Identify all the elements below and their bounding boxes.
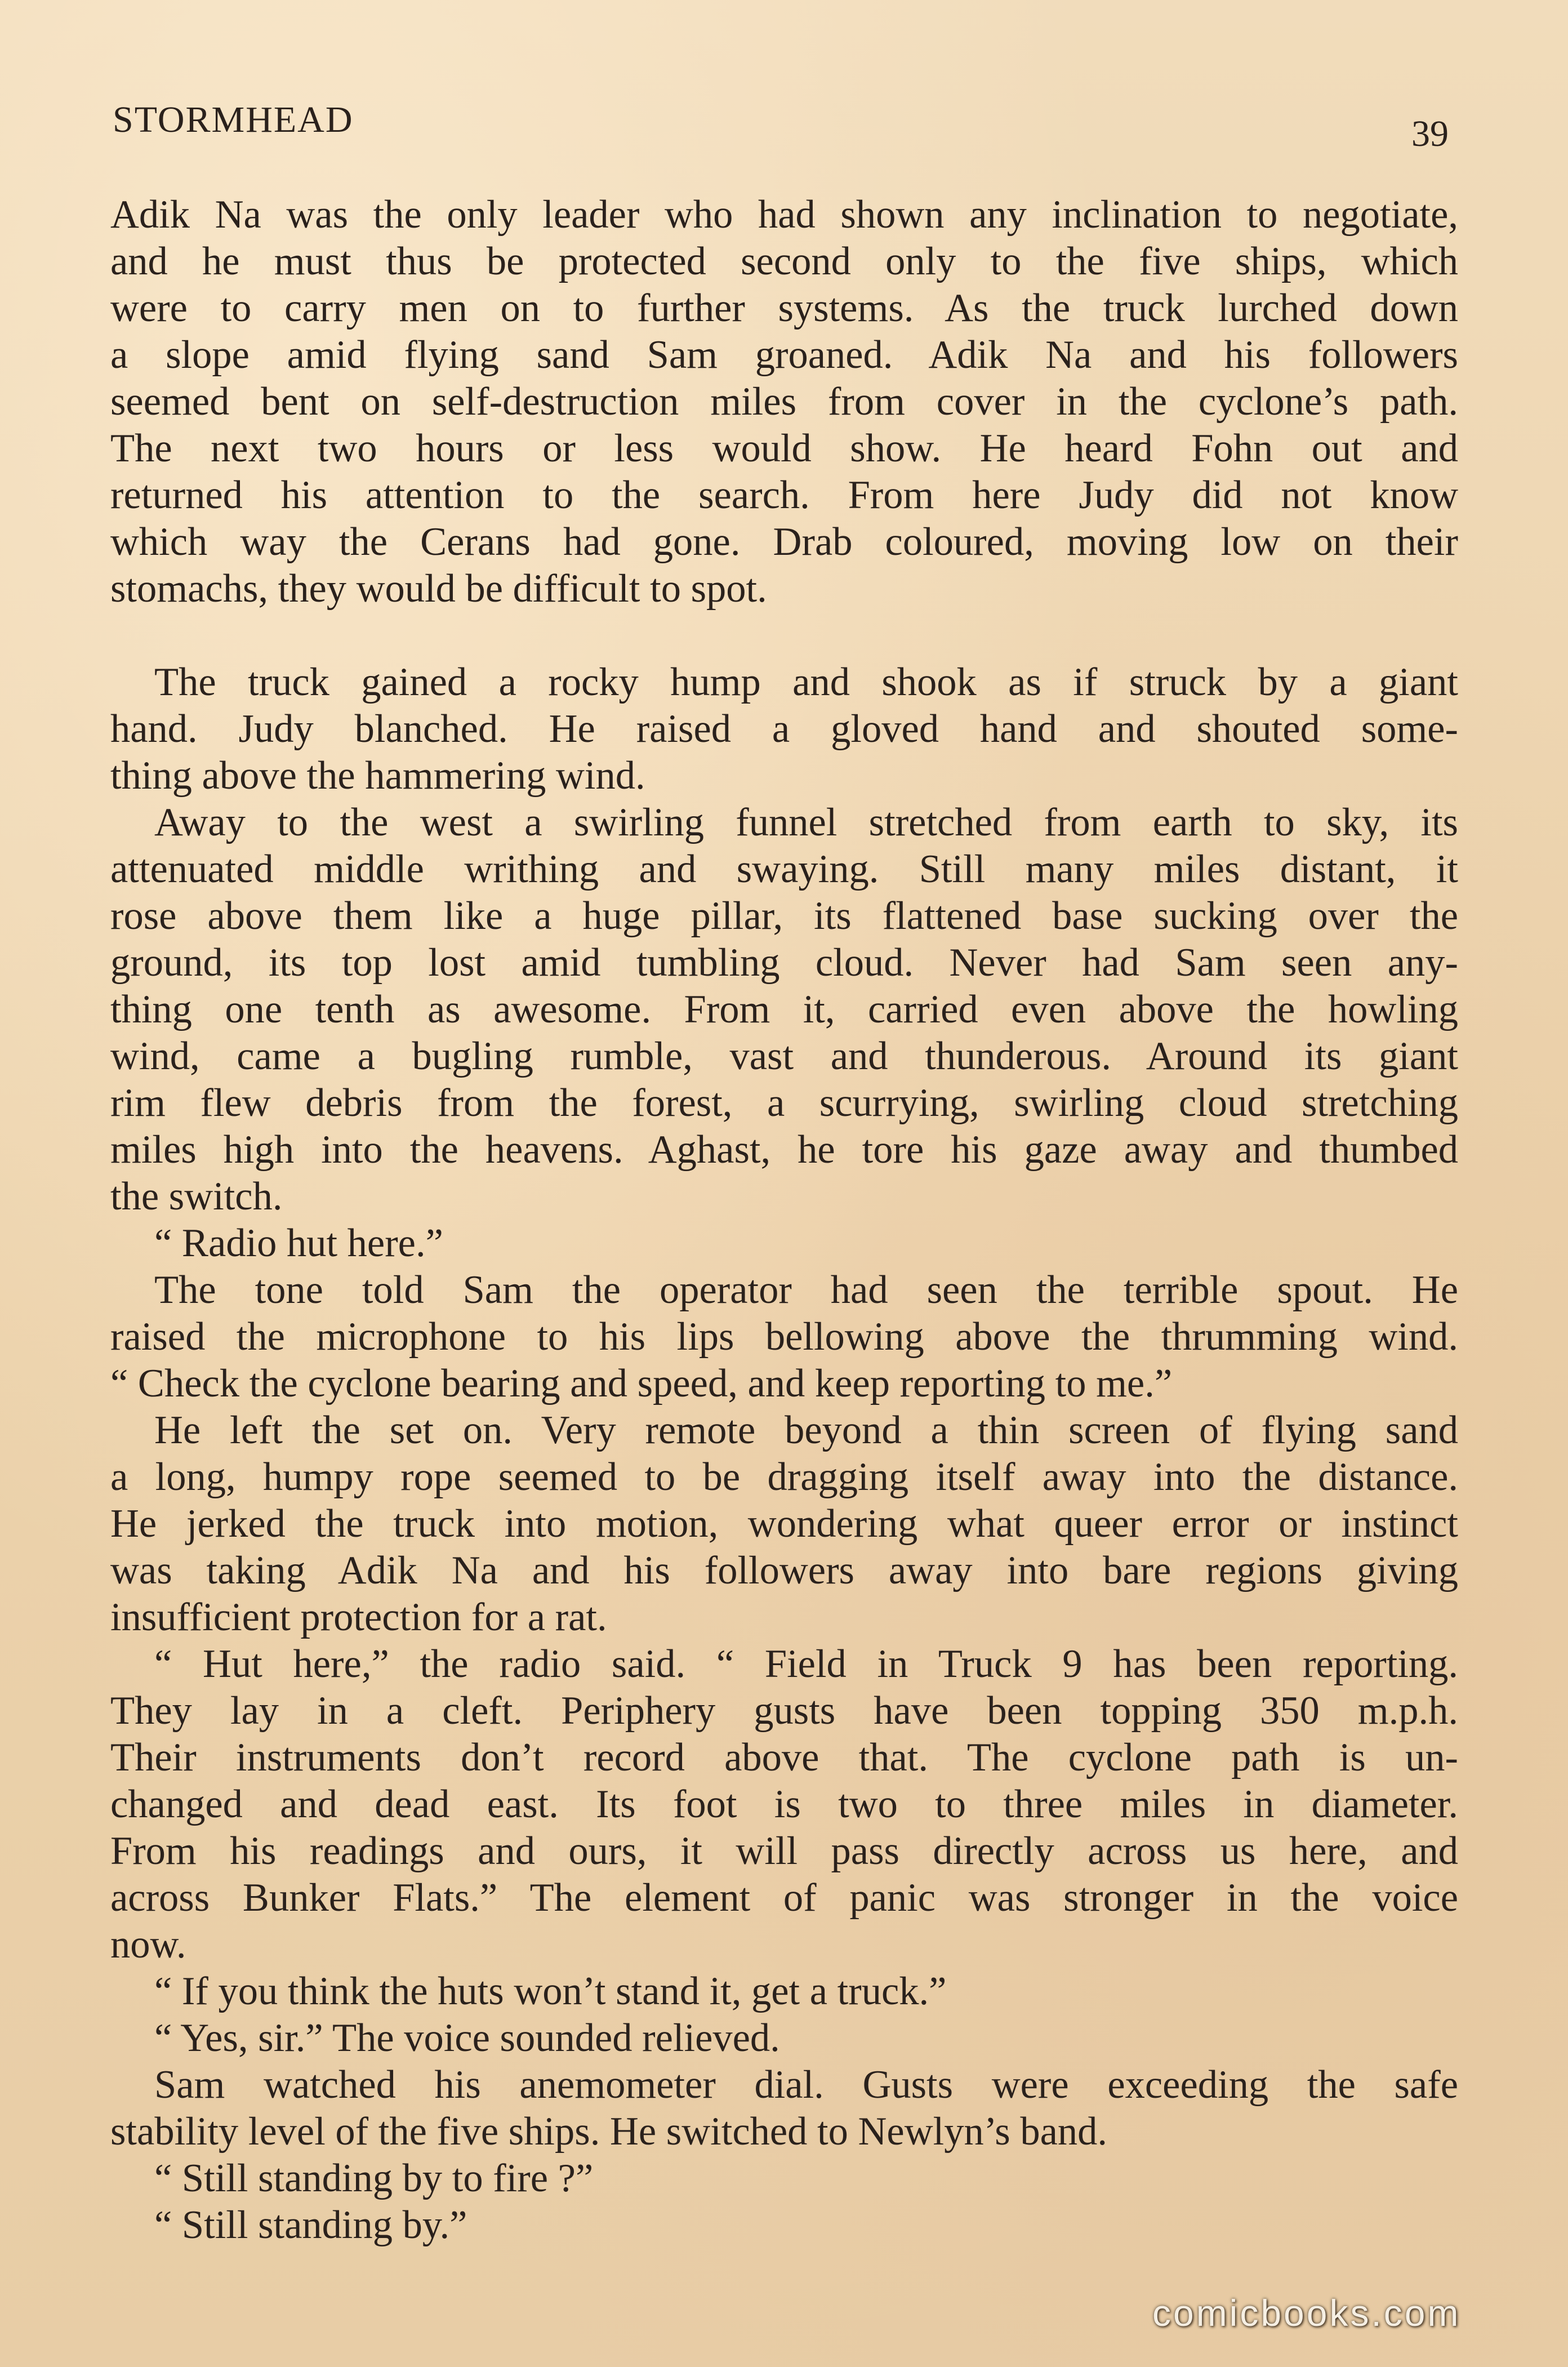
text-line: attenuated middle writhing and swaying. Still many miles distant, it — [110, 847, 1458, 891]
text-line: rose above them like a huge pillar, its flattened base sucking over the — [110, 894, 1458, 938]
text-line: seemed bent on self-destruction miles from cover in the cyclone’s path. — [110, 380, 1458, 424]
text-line: insufficient protection for a rat. — [110, 1595, 607, 1639]
text-line: “ Still standing by.” — [154, 2203, 467, 2247]
text-line: thing one tenth as awesome. From it, carried even above the howling — [110, 987, 1458, 1031]
text-line: stability level of the five ships. He switched to Newlyn’s band. — [110, 2110, 1108, 2154]
text-line: were to carry men on to further systems. As the truck lurched down — [110, 286, 1458, 330]
paragraph — [110, 1220, 1458, 1267]
text-line: Sam watched his anemometer dial. Gusts were exceeding the safe — [154, 2063, 1458, 2107]
page-number: 39 — [1411, 113, 1449, 154]
section-break — [110, 612, 1458, 659]
text-line: “ Check the cyclone bearing and speed, and keep reporting to me.” — [110, 1362, 1173, 1405]
paragraph — [110, 659, 1458, 799]
text-line: ground, its top lost amid tumbling cloud. Never had Sam seen any- — [110, 941, 1458, 985]
paragraph — [110, 2062, 1458, 2155]
text-line: “ Radio hut here.” — [154, 1221, 443, 1265]
text-line: a long, humpy rope seemed to be dragging itself away into the distance. — [110, 1455, 1458, 1499]
text-line: raised the microphone to his lips bellowing above the thrumming wind. — [110, 1315, 1458, 1359]
text-line: Away to the west a swirling funnel stretched from earth to sky, its — [154, 800, 1458, 844]
text-line: the switch. — [110, 1174, 283, 1218]
text-line: hand. Judy blanched. He raised a gloved hand and shouted some- — [110, 707, 1458, 751]
text-line: The truck gained a rocky hump and shook as if struck by a giant — [154, 660, 1458, 704]
paragraph — [110, 1407, 1458, 1641]
text-line: was taking Adik Na and his followers away into bare regions giving — [110, 1549, 1458, 1592]
text-line: stomachs, they would be difficult to spot. — [110, 567, 767, 611]
text-line: which way the Cerans had gone. Drab coloured, moving low on their — [110, 520, 1458, 564]
paragraph — [110, 192, 1458, 612]
text-line: miles high into the heavens. Aghast, he tore his gaze away and thumbed — [110, 1128, 1458, 1172]
paragraph — [110, 2202, 1458, 2249]
text-line: “ Hut here,” the radio said. “ Field in Truck 9 has been reporting. — [154, 1642, 1458, 1686]
text-line: Their instruments don’t record above that. The cyclone path is un- — [110, 1736, 1458, 1779]
text-line: wind, came a bugling rumble, vast and thunderous. Around its giant — [110, 1034, 1458, 1078]
text-line: He left the set on. Very remote beyond a thin screen of flying sand — [154, 1408, 1458, 1452]
body-text — [110, 192, 1458, 2249]
text-line: changed and dead east. Its foot is two to three miles in diameter. — [110, 1782, 1458, 1826]
text-line: rim flew debris from the forest, a scurrying, swirling cloud stretching — [110, 1081, 1458, 1125]
text-line: Adik Na was the only leader who had shown any inclination to negotiate, — [110, 193, 1458, 237]
text-line: “ If you think the huts won’t stand it, get a truck.” — [154, 1969, 947, 2013]
text-line: From his readings and ours, it will pass directly across us here, and — [110, 1829, 1458, 1873]
paragraph — [110, 1968, 1458, 2015]
text-line: “ Still standing by to fire ?” — [154, 2156, 594, 2200]
text-line: thing above the hammering wind. — [110, 754, 645, 798]
paragraph — [110, 2155, 1458, 2202]
text-line: across Bunker Flats.” The element of panic was stronger in the voice — [110, 1876, 1458, 1920]
paragraph — [110, 2015, 1458, 2062]
text-line: a slope amid flying sand Sam groaned. Adik Na and his followers — [110, 333, 1458, 377]
text-line: The tone told Sam the operator had seen the terrible spout. He — [154, 1268, 1458, 1312]
text-line: The next two hours or less would show. He heard Fohn out and — [110, 426, 1458, 470]
watermark: comicbooks.com — [1152, 2292, 1461, 2334]
text-line: now. — [110, 1923, 186, 1966]
text-line: “ Yes, sir.” The voice sounded relieved. — [154, 2016, 780, 2060]
paragraph — [110, 1267, 1458, 1407]
paragraph — [110, 1641, 1458, 1968]
text-line: He jerked the truck into motion, wondering what queer error or instinct — [110, 1502, 1458, 1546]
running-head: STORMHEAD — [113, 99, 354, 140]
paragraph — [110, 799, 1458, 1220]
text-line: They lay in a cleft. Periphery gusts have been topping 350 m.p.h. — [110, 1689, 1458, 1733]
text-line: returned his attention to the search. From here Judy did not know — [110, 473, 1458, 517]
text-line: and he must thus be protected second only to the five ships, which — [110, 239, 1458, 283]
